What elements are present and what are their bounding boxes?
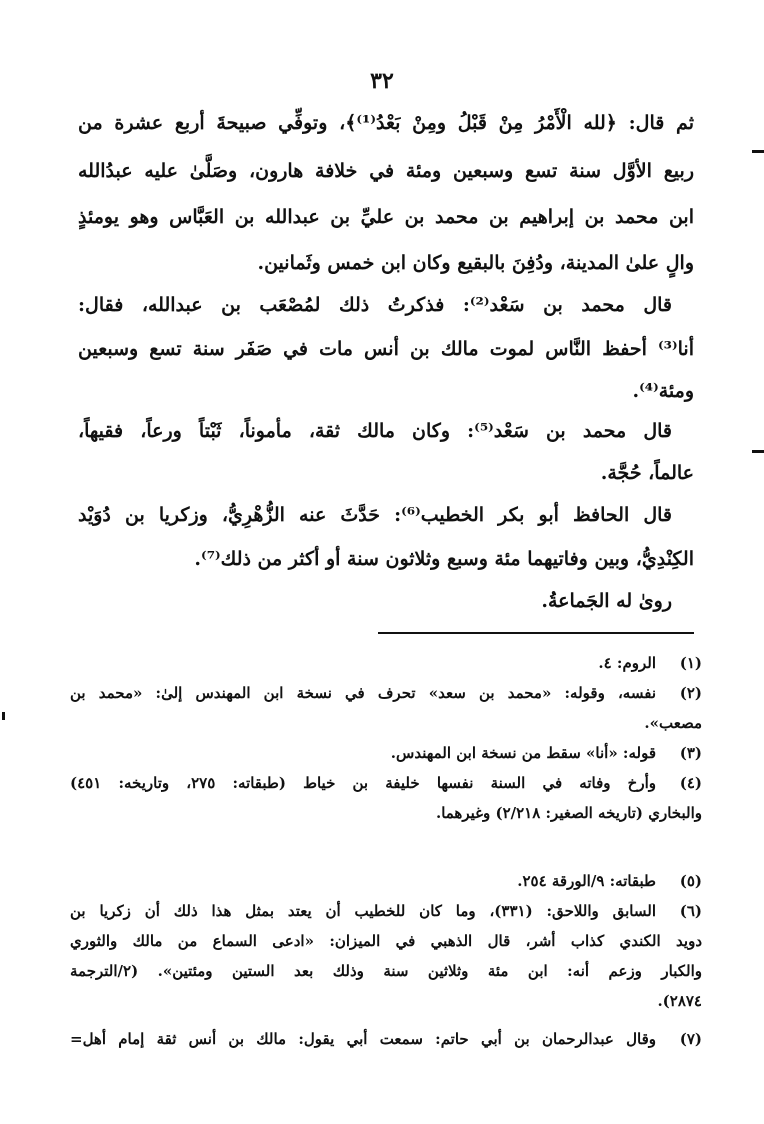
footnote-text: الروم: ٤. bbox=[598, 654, 656, 672]
footnote-text: وأرخ وفاته في السنة نفسها خليفة بن خياط (طبقاته: ٢٧٥، وتاريخه: ٤٥١) bbox=[70, 774, 656, 792]
footnote-number: (٥) bbox=[679, 872, 702, 890]
footnote-text: ٢٨٧٤). bbox=[657, 992, 702, 1010]
footnote-text: دويد الكندي كذاب أشر، قال الذهبي في الميزان: «ادعى السماع من مالك والثوري bbox=[70, 932, 702, 950]
footnote-text: السابق واللاحق: (٣٣١)، وما كان للخطيب أن يعتد بمثل هذا ذلك أن زكريا بن bbox=[70, 902, 656, 920]
footnote-text: مصعب». bbox=[644, 714, 702, 732]
footnote-separator bbox=[378, 632, 694, 634]
footnote-text: نفسه، وقوله: «محمد بن سعد» تحرف في نسخة ابن المهندس إلىٰ: «محمد بن bbox=[70, 684, 656, 702]
body-line: قال الحافظ أبو بكر الخطيب⁽⁶⁾: حَدَّثَ عنه الزُّهْرِيُّ، وزكريا بن دُوَيْد bbox=[78, 504, 672, 526]
footnote-text: وقال عبدالرحمان بن أبي حاتم: سمعت أبي يقول: مالك بن أنس ثقة إمام أهل= bbox=[70, 1030, 656, 1048]
footnote-text: والبخاري (تاريخه الصغير: ٢/٢١٨) وغيرهما. bbox=[435, 804, 702, 822]
footnote-number: (٦) bbox=[679, 902, 702, 920]
margin-mark bbox=[2, 712, 5, 720]
footnote-number: (١) bbox=[679, 654, 702, 672]
footnote-number: (٤) bbox=[679, 774, 702, 792]
footnote-text: والكبار وزعم أنه: ابن مئة وثلاثين سنة وذلك بعد الستين ومئتين». (٢/الترجمة bbox=[70, 962, 702, 980]
footnote-text: قوله: «أنا» سقط من نسخة ابن المهندس. bbox=[390, 744, 656, 762]
body-line: ابن محمد بن إبراهيم بن محمد بن عليِّ بن عبدالله بن العَبَّاس وهو يومئذٍ bbox=[78, 206, 694, 228]
margin-mark bbox=[752, 450, 764, 453]
body-line: أنا⁽³⁾ أحفظ النَّاس لموت مالك بن أنس مات في صَفَر سنة تسع وسبعين bbox=[78, 338, 694, 360]
body-line: ومئة⁽⁴⁾. bbox=[632, 380, 694, 402]
body-line: الكِنْدِيُّ، وبين وفاتيهما مئة وسبع وثلاثون سنة أو أكثر من ذلك⁽⁷⁾. bbox=[194, 548, 694, 570]
body-line: عالماً، حُجَّة. bbox=[600, 462, 694, 484]
body-line: والٍ علىٰ المدينة، ودُفِنَ بالبقيع وكان ابن خمس وثَمانين. bbox=[257, 252, 694, 274]
body-line: روىٰ له الجَماعةُ. bbox=[541, 590, 672, 612]
footnote-number: (٢) bbox=[679, 684, 702, 702]
footnote-text: طبقاته: ٩/الورقة ٢٥٤. bbox=[517, 872, 656, 890]
footnote-number: (٧) bbox=[679, 1030, 702, 1048]
margin-mark bbox=[752, 150, 764, 153]
body-line: ربيع الأوَّل سنة تسع وسبعين ومئة في خلافة هارون، وصَلَّىٰ عليه عبدُالله bbox=[78, 160, 694, 182]
footnote-number: (٣) bbox=[679, 744, 702, 762]
body-line: قال محمد بن سَعْد⁽⁵⁾: وكان مالك ثقة، مأموناً، ثَبْتاً ورعاً، فقيهاً، bbox=[78, 420, 673, 442]
body-line: قال محمد بن سَعْد⁽²⁾: فذكرتُ ذلك لمُصْعَب بن عبدالله، فقال: bbox=[78, 294, 672, 316]
body-line: ثم قال: ﴿لله الْأَمْرُ مِنْ قَبْلُ ومِنْ بَعْدُ⁽¹⁾﴾، وتوفِّي صبيحةَ أربع عشرة من bbox=[78, 112, 694, 134]
page-number: ٣٢ bbox=[370, 68, 394, 94]
